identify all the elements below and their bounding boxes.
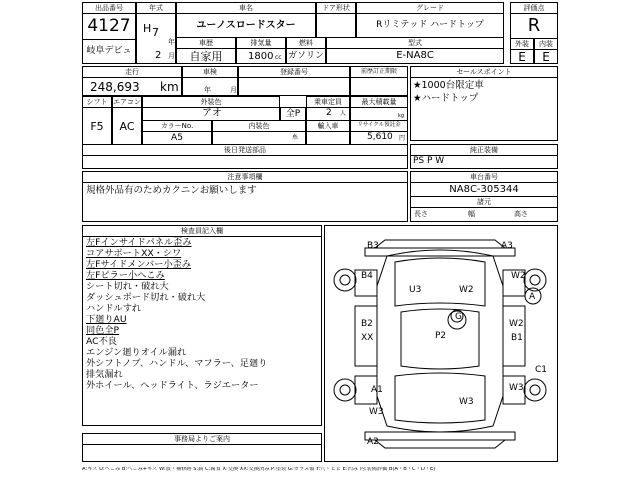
inspector-note: 排気漏れ (86, 369, 123, 380)
displacement: 1800 (248, 51, 274, 62)
inspector-label: 検査員記入欄 (82, 225, 322, 237)
import-label: 輸入車 (306, 120, 350, 132)
mileage: 248,693 (90, 80, 140, 94)
grade-label: グレード (356, 2, 504, 14)
ac-label: エアコン (112, 96, 142, 108)
size-length: 長さ (414, 210, 428, 218)
inspector-note: AC不良 (86, 336, 117, 347)
year-label: 年式 (136, 2, 176, 14)
prev-cell (350, 77, 408, 96)
inspector-note: 左Fピラー小へこみ (86, 270, 165, 281)
genuine-label: 純正装備 (410, 144, 558, 156)
diagram-mark-a2: A2 (367, 437, 379, 447)
model: E-NA8C (326, 48, 504, 64)
diagram-mark-b4: B4 (361, 271, 373, 281)
diagram-mark-c1: C1 (535, 365, 548, 375)
shift-label: シフト (82, 96, 112, 108)
year-value: 7 (152, 26, 159, 39)
usage: 自家用 (176, 48, 236, 64)
diagram-mark-w3: W3 (369, 407, 384, 417)
lot-number: 4127 (82, 13, 136, 40)
int-color-label: 内装色 (212, 120, 306, 132)
footer-legend: A:キズ U:へこみ B:へこみ+キズ W:波・補修跡 S:錆 C:腐食 X:交換 XX:交換済み P:塗装 G:ガラス傷 Y:穴・ヒビ E:凹み 内:装備評価 B(A・B・C・D・E) (82, 467, 436, 472)
color-no-label: カラーNo. (142, 120, 212, 132)
diagram-mark-b3: B3 (367, 241, 379, 251)
era: H (143, 22, 152, 35)
diagram-mark-a3: A3 (501, 241, 513, 251)
size-cell (410, 207, 558, 222)
inspector-note: エンジン廻りオイル漏れ (86, 347, 187, 358)
inspector-note: コアサポートXX・シワ (86, 248, 182, 259)
year-unit: 年 (168, 38, 175, 46)
inspection-month-unit: 月 (230, 86, 237, 94)
displacement-unit: cc (275, 54, 282, 61)
fuel-label: 燃料 (286, 37, 326, 49)
ac: AC (112, 107, 142, 145)
capacity-unit: 人 (340, 110, 347, 117)
inspector-note: 同色全P (86, 325, 120, 336)
mileage-label: 走行 (82, 66, 182, 78)
inspection-year-unit: 年 (204, 86, 211, 94)
lot-label: 出品番号 (82, 2, 136, 14)
car-name: ユーノスロードスター (176, 13, 316, 38)
sales-point-2: ★ハードトップ (413, 93, 479, 104)
load-unit: kg (398, 113, 405, 119)
diagram-mark-a1: A1 (371, 385, 383, 395)
ext-score: E (510, 49, 534, 64)
inspector-note: ハンドルすれ (86, 303, 142, 314)
diagram-mark-w2: W2 (509, 319, 524, 329)
int-score: E (534, 49, 558, 64)
inspector-note: 左Fインサイドパネル歪み (86, 237, 192, 248)
genuine: PS P W (413, 156, 445, 166)
door-cell (316, 13, 356, 38)
venue: 岐阜デビュ (82, 39, 136, 64)
int-score-label: 内装 (534, 38, 558, 50)
remarks-label: 注意事項欄 (82, 171, 408, 183)
remarks-text: 規格外品有のためカクニンお願いします (86, 185, 257, 196)
reg-label: 登録番号 (238, 66, 350, 78)
car-diagram (324, 225, 558, 462)
month-unit: 月 (168, 52, 175, 60)
chassis-number: NA8C-305344 (410, 182, 558, 197)
int-color-code: 糸 (292, 134, 299, 141)
sales-point-1: ★1000台限定車 (413, 80, 484, 91)
parts-label: 後日発送部品 (82, 144, 408, 156)
inspection-label: 車検 (182, 66, 238, 78)
capacity: 2 (326, 108, 332, 118)
points-label: セールスポイント (410, 66, 558, 78)
door-label: ドア形状 (316, 2, 356, 14)
grade: Rリミテッド ハードトップ (356, 13, 504, 38)
usage-label: 車歴 (176, 37, 236, 49)
recycle-unit: 円 (399, 135, 406, 142)
inspector-note: シート切れ・破れ大 (86, 281, 169, 292)
reg-cell (238, 77, 350, 96)
diagram-mark-a: A (529, 292, 536, 302)
diagram-mark-w3: W3 (509, 383, 524, 393)
month-value: 2 (155, 50, 162, 61)
color-no: A5 (142, 131, 212, 145)
recycle-label: リサイクル預託金 (350, 120, 408, 132)
ext-color: アオ (202, 108, 222, 119)
load-label: 最大積載量 (350, 96, 408, 108)
ext-color-label: 外装色 (142, 96, 280, 108)
office-label: 事務局よりご案内 (82, 433, 322, 445)
inspector-note: 左Fサイドメンバー小歪み (86, 259, 191, 270)
recycle: 5,610 (367, 132, 393, 142)
diagram-mark-w2: W2 (459, 285, 474, 295)
size-width: 幅 (468, 210, 475, 218)
doors: 全P (280, 107, 306, 121)
diagram-mark-b1: B1 (511, 333, 523, 343)
size-label: 諸元 (410, 196, 558, 208)
capacity-label: 乗車定員 (306, 96, 350, 108)
fuel: ガソリン (286, 48, 326, 64)
score: R (510, 13, 558, 39)
prev-label: 前歴訂正期限 (350, 66, 408, 78)
diagram-mark-xx: XX (361, 333, 374, 343)
size-height: 高さ (514, 210, 528, 218)
inspector-note: 外ホイール、ヘッドライト、ラジエーター (86, 380, 259, 391)
displacement-label: 排気量 (236, 37, 286, 49)
score-label: 評価点 (510, 2, 558, 14)
diagram-mark-w3: W3 (459, 397, 474, 407)
model-label: 型式 (326, 37, 504, 49)
diagram-mark-u3: U3 (409, 285, 422, 295)
ext-score-label: 外装 (510, 38, 534, 50)
diagram-mark-g: G (455, 312, 462, 322)
diagram-mark-b2: B2 (361, 319, 373, 329)
parts-cell (82, 155, 408, 169)
diagram-mark-w2: W2 (511, 271, 526, 281)
inspector-note: 下廻りAU (86, 314, 127, 325)
car-diagram-drawing (325, 226, 557, 461)
chassis-label: 車台番号 (410, 171, 558, 183)
mileage-unit: km (160, 80, 179, 94)
import-cell (306, 131, 350, 145)
inspector-note: 外シフトノブ、ハンドル、マフラー、足廻り (86, 358, 268, 369)
shift: F5 (82, 107, 112, 145)
car-name-label: 車名 (176, 2, 316, 14)
inspector-note: ダッシュボード切れ・破れ大 (86, 292, 206, 303)
office-box (82, 444, 322, 462)
diagram-mark-p2: P2 (435, 331, 447, 341)
